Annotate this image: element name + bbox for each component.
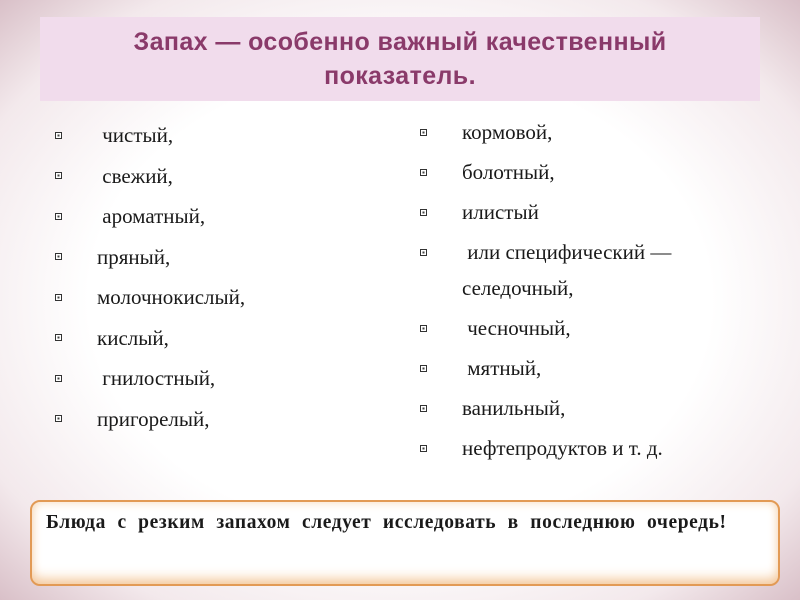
square-bullet-icon <box>420 112 430 152</box>
list-item: кислый, <box>55 318 385 359</box>
list-item: пригорелый, <box>55 399 385 440</box>
note-text: Блюда с резким запахом следует исследовать в последнюю очередь! <box>46 512 727 533</box>
square-bullet-icon <box>420 232 430 272</box>
list-item: ароматный, <box>55 196 385 237</box>
square-bullet-icon <box>420 428 430 468</box>
list-item: или специфический — селедочный, <box>420 232 790 308</box>
title-banner <box>40 17 760 101</box>
list-item: ванильный, <box>420 388 790 428</box>
square-bullet-icon <box>55 237 65 277</box>
list-item: илистый <box>420 192 790 232</box>
square-bullet-icon <box>55 318 65 358</box>
list-item: свежий, <box>55 156 385 197</box>
list-item: кормовой, <box>420 112 790 152</box>
square-bullet-icon <box>55 196 65 236</box>
square-bullet-icon <box>55 156 65 196</box>
list-item: пряный, <box>55 237 385 278</box>
list-item: болотный, <box>420 152 790 192</box>
list-item: нефтепродуктов и т. д. <box>420 428 790 468</box>
odor-list-left <box>55 115 385 439</box>
list-item: чистый, <box>55 115 385 156</box>
list-item: молочнокислый, <box>55 277 385 318</box>
odor-list-right <box>420 112 790 468</box>
square-bullet-icon <box>420 388 430 428</box>
square-bullet-icon <box>420 192 430 232</box>
square-bullet-icon <box>420 308 430 348</box>
list-item: мятный, <box>420 348 790 388</box>
square-bullet-icon <box>55 277 65 317</box>
list-item: чесночный, <box>420 308 790 348</box>
square-bullet-icon <box>55 399 65 439</box>
square-bullet-icon <box>55 115 65 155</box>
note-callout <box>30 500 780 586</box>
slide-title-line-1: Запах — особенно важный качественный <box>133 28 667 56</box>
square-bullet-icon <box>420 152 430 192</box>
slide-title-line-2: показатель. <box>324 62 476 90</box>
square-bullet-icon <box>55 358 65 398</box>
list-item: гнилостный, <box>55 358 385 399</box>
square-bullet-icon <box>420 348 430 388</box>
